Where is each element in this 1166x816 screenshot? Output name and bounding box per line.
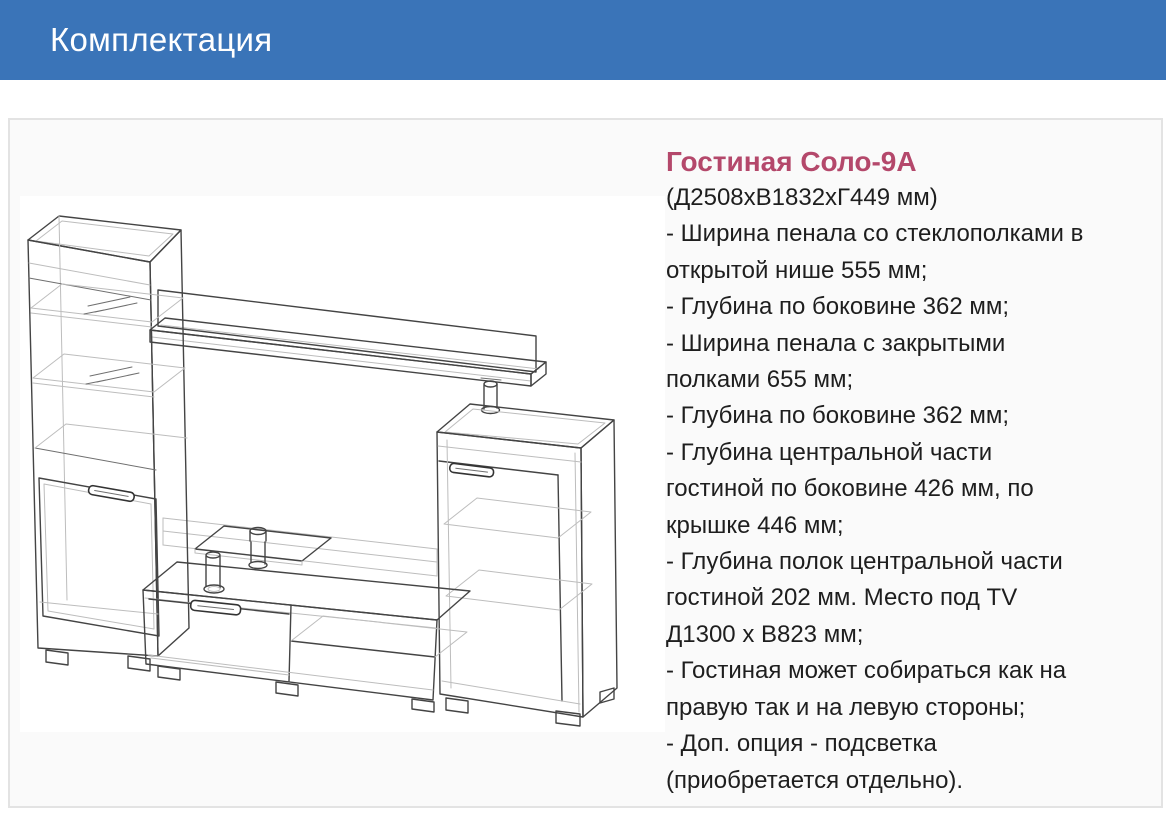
spec-line: правую так и на левую стороны; — [666, 693, 1026, 721]
product-spec-list — [666, 180, 1166, 799]
spec-line: - Глубина полок центральной части — [666, 548, 1063, 576]
spec-line: открытой нише 555 мм; — [666, 256, 928, 284]
glass-shelf-on-posts — [195, 526, 331, 593]
product-name: Гостиная Соло-9А — [666, 146, 917, 177]
section-title: Комплектация — [50, 21, 273, 58]
furniture-technical-drawing-svg — [20, 196, 665, 732]
drawer-handle — [190, 600, 241, 615]
spec-line: - Ширина пенала со стеклополками в — [666, 220, 1084, 248]
spec-line: - Глубина центральной части — [666, 438, 993, 466]
spec-line: (приобретается отдельно). — [666, 766, 964, 794]
section-header — [0, 0, 1166, 80]
wall-shelf — [150, 290, 546, 414]
spec-line: крышке 446 мм; — [666, 511, 844, 539]
spec-line: - Гостиная может собираться как на — [666, 657, 1067, 685]
left-cabinet — [28, 216, 189, 671]
tv-stand — [143, 562, 470, 712]
back-panel — [163, 518, 437, 576]
left-cabinet-handle — [88, 485, 135, 502]
spec-line: полками 655 мм; — [666, 366, 854, 394]
spec-line: Д1300 х В823 мм; — [666, 620, 864, 648]
product-description — [666, 120, 1166, 806]
spec-line: - Доп. опция - подсветка — [666, 730, 937, 758]
spec-line: - Ширина пенала с закрытыми — [666, 329, 1006, 357]
spec-line: гостиной 202 мм. Место под TV — [666, 584, 1018, 612]
spec-line: (Д2508хВ1832хГ449 мм) — [666, 184, 938, 211]
product-panel — [8, 118, 1163, 808]
right-cabinet — [437, 404, 617, 726]
spec-line: - Глубина по боковине 362 мм; — [666, 402, 1010, 430]
right-cabinet-handle — [449, 463, 494, 477]
spec-line: - Глубина по боковине 362 мм; — [666, 293, 1010, 321]
furniture-drawing — [20, 196, 665, 732]
spec-line: гостиной по боковине 426 мм, по — [666, 475, 1034, 503]
